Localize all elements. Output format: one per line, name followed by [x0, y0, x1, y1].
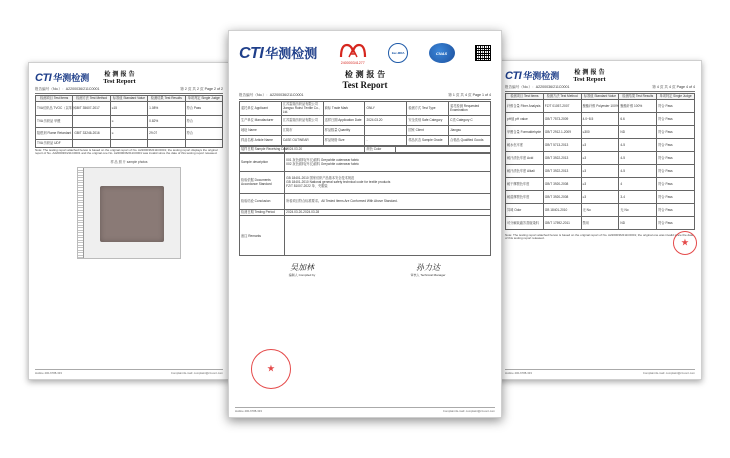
table-row	[240, 115, 491, 125]
table-cell: 符合 Pass	[657, 112, 695, 125]
table-cell: ≥3	[581, 190, 619, 203]
field-label: 商标 Trade Mark	[323, 101, 365, 115]
table-row	[506, 151, 695, 164]
field-label: 生产单位 Manufacturer	[240, 115, 282, 125]
table-cell: 2024.03.20	[285, 146, 365, 152]
table-cell: 备注 Remarks	[240, 216, 285, 256]
report-page-left	[28, 62, 230, 380]
report-number: 报告编号（No.）：A2200036/211C0001	[35, 87, 100, 91]
field-value: CASE OUTWEAR	[281, 135, 323, 145]
sample-item: 002 灰色面料(外衣)面料 Greywhite outerwear fabric	[286, 162, 359, 167]
qr-code-icon	[475, 45, 491, 61]
page-number: 第 1 页 共 4 页 Page 1 of 4	[448, 93, 491, 97]
red-seal-stamp: ★	[251, 349, 291, 389]
column-header: 检测项目 Test Items	[36, 95, 73, 101]
hotline-text: Hotline 400-6788-333	[35, 371, 62, 375]
table-cell: 聚酯纤维 Polyester 100%	[581, 99, 619, 112]
field-label: 送样日期 Application Date	[323, 115, 365, 125]
report-page-right	[498, 60, 702, 380]
signature-label: 审核人 Technical Manager	[410, 273, 446, 278]
signature-row	[229, 262, 501, 277]
cti-logo-cn: 华测检测	[53, 73, 90, 84]
table-cell: GB/T 3922-2013	[543, 164, 581, 177]
qr-block	[475, 45, 491, 61]
table-cell: ND	[619, 216, 657, 229]
table-cell: 1.08%	[148, 101, 185, 115]
field-value: 江阴市	[281, 125, 323, 135]
table-cell: 4-5	[619, 151, 657, 164]
signature-manager	[378, 262, 478, 277]
table-cell: 阻燃剂 Flame Retardant	[36, 127, 73, 139]
field-label: 样品状态 Sample Grade	[407, 135, 449, 145]
column-header: 检测结果 Test Results	[619, 93, 657, 99]
table-cell: 符合 Pass	[657, 99, 695, 112]
signature-label: 编制人 Compiled by	[288, 273, 316, 278]
table-cell: Sample description	[240, 153, 285, 171]
fabric-sample	[100, 186, 164, 242]
title-cn: 检 测 报 告	[344, 70, 386, 79]
table-cell: 无 No	[581, 203, 619, 216]
report-meta	[499, 85, 701, 90]
table-cell: 符合	[185, 127, 222, 139]
report-note: Note: The testing report attached hereto is based on the original report of No. A2200036/211C0001; the original one was invalid since the date of this testing report released.	[505, 232, 694, 241]
table-cell	[395, 146, 490, 152]
table-cell: ND	[619, 125, 657, 138]
cnas-logo: CNAS	[429, 43, 455, 63]
table-cell	[185, 139, 222, 147]
field-label: 样品名称 Article Name	[240, 135, 282, 145]
table-row	[240, 135, 491, 145]
table-row	[240, 146, 491, 152]
cti-logo	[239, 43, 317, 63]
table-row	[240, 125, 491, 135]
table-cell: ≤	[110, 127, 147, 139]
table-cell: 所检项目符合标准要求。All Tested Items Are Conformed With Above Standard.	[285, 193, 491, 209]
column-header: 检测方法 Test Method	[73, 95, 110, 101]
table-row	[36, 101, 223, 115]
ma-mark	[338, 41, 368, 65]
report-meta	[29, 87, 229, 92]
table-cell	[285, 171, 491, 193]
page-header	[499, 61, 701, 85]
red-seal-stamp: ★	[673, 231, 697, 255]
table-row	[506, 99, 695, 112]
table-cell: ≥3	[581, 138, 619, 151]
page-header	[29, 63, 229, 87]
table-cell: 异味 Odor	[506, 203, 544, 216]
cti-logo-cn: 华测检测	[265, 47, 318, 62]
table-cell: 聚酯纤维 100%	[619, 99, 657, 112]
table-cell: 符合 Pass	[657, 151, 695, 164]
field-value: -	[365, 135, 407, 145]
table-cell: 颜色 Color	[365, 146, 395, 152]
field-value: Jiangsu	[449, 125, 491, 135]
table-row	[506, 203, 695, 216]
table-cell	[148, 139, 185, 147]
complaint-email: Complaint E-mail: complaint@cti-cert.com	[442, 409, 495, 413]
table-cell: GB/T 2912.1-2009	[543, 125, 581, 138]
column-header: 检测项目 Test Items	[506, 93, 544, 99]
table-row	[240, 101, 491, 115]
column-header: 单项判定 Single Judge	[657, 93, 695, 99]
ruler	[78, 168, 84, 258]
table-cell	[285, 216, 491, 256]
table-cell: FZ/T 01057-2007	[543, 99, 581, 112]
table-cell: 3-4	[619, 190, 657, 203]
ma-logo-icon	[338, 41, 368, 61]
table-cell: 无 No	[619, 203, 657, 216]
field-value: 委托检测 Requested Examination	[449, 101, 491, 115]
complaint-email: Complaint E-mail: complaint@cti-cert.com	[642, 371, 695, 375]
report-meta	[229, 93, 501, 98]
table-cell: 检测日期 Testing Period	[240, 209, 285, 215]
complaint-email: Complaint E-mail: complaint@cti-cert.com	[170, 371, 223, 375]
page-footer	[35, 369, 223, 375]
field-value: 合格品 Qualified Goods	[449, 135, 491, 145]
report-number: 报告编号（No.）：A2200036/211C0001	[239, 93, 304, 97]
table-cell: 29.07	[148, 127, 185, 139]
table-cell: 耐汗渍色牢度 Alkali	[506, 164, 544, 177]
column-header: 检测方法 Test Method	[543, 93, 581, 99]
table-row	[506, 216, 695, 229]
title-cn: 检 测 报 告	[104, 71, 135, 78]
field-value: 2024.03.20	[365, 115, 407, 125]
report-number: 报告编号（No.）：A2200036/211C0001	[505, 85, 570, 89]
field-label: 地址 Name	[240, 125, 282, 135]
table-row	[506, 138, 695, 151]
table-cell: 甲醛含量 Formaldehyde	[506, 125, 544, 138]
table-cell: 符合 Pass	[185, 101, 222, 115]
table-cell: TVA纺织品 TVOC（以苯计）	[36, 101, 73, 115]
table-cell: 检验依据 Documents Accordance Standard	[240, 171, 285, 193]
field-label: 样品规格 Size	[323, 135, 365, 145]
table-cell: pH值 pH value	[506, 112, 544, 125]
table-row	[240, 193, 491, 209]
column-header: 标准值 Standard Value	[110, 95, 147, 101]
report-note: Note: The testing report attached hereto is based on the original report of No. A2200036/211C0001; the testing report displays the original report of No. A2200036/211C0001 and the original one No. A2200036/211C0001 was invalid since the date of this testing report released.	[35, 147, 218, 156]
column-header: 单项判定 Single Judge	[185, 95, 222, 101]
cti-logo-cn: 华测检测	[523, 71, 560, 82]
table-row	[506, 125, 695, 138]
cti-logo	[35, 71, 89, 84]
page-footer	[505, 369, 695, 375]
table-cell: GB 18401-2010	[543, 203, 581, 216]
cti-logo	[505, 69, 559, 82]
table-row	[506, 177, 695, 190]
signature-name: 吴加林	[290, 263, 314, 273]
table-cell: 符合	[185, 115, 222, 127]
field-label: 委托单位 Applicant	[240, 101, 282, 115]
standard-item: GB 18401-2010 National general safety technical code for textile products	[286, 180, 391, 185]
ma-number: 240000341277	[340, 61, 365, 65]
table-row	[36, 115, 223, 127]
column-header: 标准值 Standard Value	[581, 93, 619, 99]
hotline-text: Hotline 400-6788-333	[235, 409, 262, 413]
hotline-text: Hotline 400-6788-333	[505, 371, 532, 375]
table-cell: 2024.03.20-2024.03.28	[285, 209, 491, 215]
table-cell: 4-5	[619, 164, 657, 177]
table-cell: 符合 Pass	[657, 164, 695, 177]
table-cell: 4-5	[619, 138, 657, 151]
table-cell: 符合 Pass	[657, 177, 695, 190]
ilac-mra-logo: ilac-MRA	[388, 43, 408, 63]
results-table	[505, 93, 695, 230]
standard-item: GB 18401-2010 国家纺织产品基本安全技术规范	[286, 176, 355, 181]
table-cell: GB/T 3922-2013	[543, 151, 581, 164]
title-cn: 检 测 报 告	[574, 69, 605, 76]
table-cell: ≥3	[581, 151, 619, 164]
table-cell	[73, 139, 110, 147]
table-cell: 符合 Pass	[657, 203, 695, 216]
receiving-table	[239, 146, 491, 153]
table-cell: ≤15	[110, 101, 147, 115]
standard-item: FZ/T 81007-2022 单、夹服装	[286, 184, 328, 189]
field-value: 江苏雷瑞纺织品有限公司 Jiangsu Ruirui Textile Co., Ltd.	[281, 101, 323, 115]
table-cell: 可分解致癌芳香胺染料	[506, 216, 544, 229]
table-cell: GB/T 35607-2017	[73, 101, 110, 115]
table-cell: ≥3	[581, 177, 619, 190]
table-cell: 0.82%	[148, 115, 185, 127]
table-cell: TVA 纺织品 甲醛	[36, 115, 73, 127]
table-row	[36, 127, 223, 139]
table-cell: GB/T 33246-2016	[73, 127, 110, 139]
field-label: 样品数量 Quantity	[323, 125, 365, 135]
table-row	[240, 153, 491, 171]
sample-item: 001 灰色面料(外衣)面料 Greywhite outerwear fabric	[286, 158, 359, 163]
page-number: 第 4 页 共 4 页 Page 4 of 4	[652, 85, 695, 89]
title-en: Test Report	[342, 80, 388, 90]
photo-caption: 样 品 照 片 sample photos	[110, 160, 148, 165]
table-cell: 接样日期 Sample Receiving Date	[241, 147, 288, 152]
table-row	[506, 190, 695, 203]
table-row	[506, 164, 695, 177]
table-cell: ≥3	[581, 164, 619, 177]
cti-logo-text: CTI	[505, 69, 522, 82]
signature-compiler	[252, 262, 352, 277]
table-row	[506, 112, 695, 125]
field-label: 国家 Client	[407, 125, 449, 135]
sample-table	[239, 153, 491, 256]
table-cell: GB/T 7573-2009	[543, 112, 581, 125]
field-label: 检测方式 Test Type	[407, 101, 449, 115]
cti-logo-text: CTI	[239, 45, 264, 62]
table-cell: 耐湿摩擦色牢度	[506, 190, 544, 203]
table-cell: 检验结论 Conclusion	[240, 193, 285, 209]
table-cell: TVA 纺织品 UDF	[36, 139, 73, 147]
table-row	[240, 171, 491, 193]
field-value: 江苏雷瑞纺织品有限公司	[281, 115, 323, 125]
table-cell	[110, 139, 147, 147]
title-en: Test Report	[103, 78, 136, 85]
report-page-main	[228, 30, 502, 418]
table-row	[36, 139, 223, 147]
table-cell: 纤维含量 Fiber Analysis	[506, 99, 544, 112]
table-cell: ≤	[110, 115, 147, 127]
field-value: C类 Category C	[449, 115, 491, 125]
title-en: Test Report	[573, 76, 606, 83]
table-cell	[285, 153, 491, 171]
page-number: 第 2 页 共 2 页 Page 2 of 2	[180, 87, 223, 91]
column-header: 检测结果 Test Results	[148, 95, 185, 101]
field-value: ONLY	[365, 101, 407, 115]
page-footer	[235, 407, 495, 413]
table-cell: GB/T 3920-2008	[543, 190, 581, 203]
table-cell: 耐汗渍色牢度 Acid	[506, 151, 544, 164]
table-cell: ≤300	[581, 125, 619, 138]
table-cell: GB/T 3920-2008	[543, 177, 581, 190]
table-cell: 禁用	[581, 216, 619, 229]
field-value	[365, 125, 407, 135]
table-cell: 4	[619, 177, 657, 190]
field-label: 安全类别 Safe Category	[407, 115, 449, 125]
signature-name: 孙力达	[416, 263, 440, 273]
table-row	[240, 216, 491, 256]
table-cell: 符合 Pass	[657, 125, 695, 138]
logo-row	[229, 31, 501, 67]
table-cell: 符合 Pass	[657, 216, 695, 229]
table-cell: GB/T 5713-2013	[543, 138, 581, 151]
table-cell: 符合 Pass	[657, 190, 695, 203]
table-cell	[73, 115, 110, 127]
results-table	[35, 95, 223, 148]
table-cell: GB/T 17592-2011	[543, 216, 581, 229]
table-cell: 4.0~8.5	[581, 112, 619, 125]
cti-logo-text: CTI	[35, 71, 52, 84]
sample-photo	[77, 167, 181, 259]
table-cell: 符合 Pass	[657, 138, 695, 151]
table-cell: 耐干摩擦色牢度	[506, 177, 544, 190]
table-cell: 6.6	[619, 112, 657, 125]
table-cell: 耐水色牢度	[506, 138, 544, 151]
applicant-info-table	[239, 101, 491, 146]
